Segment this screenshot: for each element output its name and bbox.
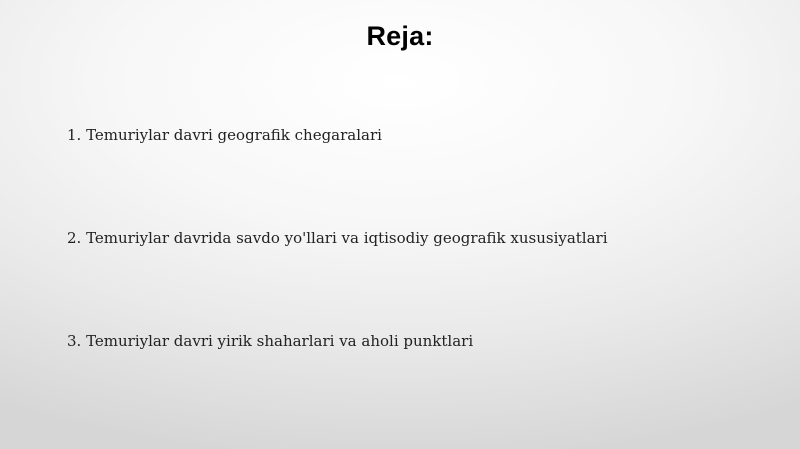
plan-item: 2. Temuriylar davrida savdo yo'llari va iqtisodiy geografik xususiyatlari (67, 229, 608, 247)
slide-title: Reja: (366, 21, 434, 51)
plan-item: 1. Temuriylar davri geografik chegaralari (67, 126, 382, 144)
plan-item: 3. Temuriylar davri yirik shaharlari va aholi punktlari (67, 332, 474, 350)
plan-list (67, 0, 787, 449)
